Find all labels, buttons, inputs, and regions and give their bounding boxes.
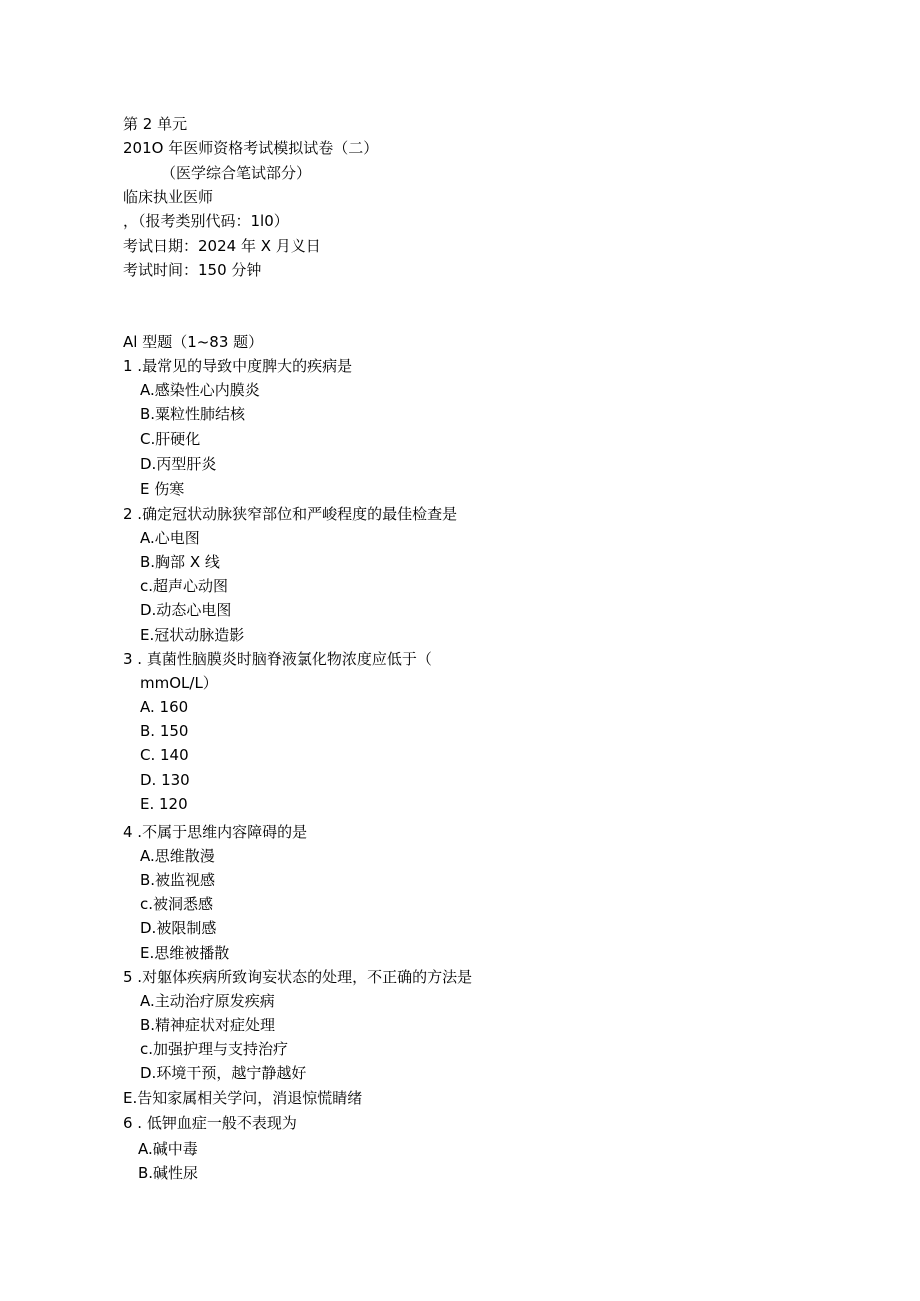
question-option: E.告知家属相关学问，消退惊慌睛绪 [123,1089,363,1107]
question-option: c.加强护理与支持治疗 [140,1040,289,1058]
question-stem: 2 .确定冠状动脉狭窄部位和严峻程度的最佳检查是 [123,505,458,523]
question-option: A.感染性心内膜炎 [140,381,260,399]
unit-label: 第 2 单元 [123,115,188,133]
question-option: D.动态心电图 [140,601,232,619]
question-option: B.精神症状对症处理 [140,1016,276,1034]
question-option: D.被限制感 [140,919,217,937]
exam-time: 考试时间：150 分钟 [123,261,262,279]
question-option: c.超声心动图 [140,577,229,595]
question-option: E.冠状动脉造影 [140,626,245,644]
question-option: D.环境干预，越宁静越好 [140,1064,307,1082]
question-option: D. 130 [140,771,190,789]
question-option: A.思维散漫 [140,847,215,865]
question-stem: 4 .不属于思维内容障碍的是 [123,823,308,841]
question-option: E 伤寒 [140,480,185,498]
question-option: A. 160 [140,698,189,716]
exam-date: 考试日期：2024 年 X 月义日 [123,237,321,255]
section-title: Al 型题（1~83 题） [123,333,264,351]
question-option: C. 140 [140,746,189,764]
question-option: B. 150 [140,722,189,740]
question-stem: 3 . 真菌性脑膜炎时脑脊液氯化物浓度应低于（ [123,650,432,668]
question-option: A.碱中毒 [138,1140,198,1158]
exam-code: ，（报考类别代码：1l0） [123,212,289,230]
question-option: B.被监视感 [140,871,216,889]
question-option: B.碱性尿 [138,1164,199,1182]
question-option: E.思维被播散 [140,944,230,962]
question-option: B.胸部 X 线 [140,553,220,571]
question-option: A.心电图 [140,529,200,547]
question-stem: 5 .对躯体疾病所致询妄状态的处理，不正确的方法是 [123,968,473,986]
exam-title: 201O 年医师资格考试模拟试卷（二） [123,139,379,157]
question-option: C.肝硬化 [140,430,201,448]
question-stem: 6 . 低钾血症一般不表现为 [123,1114,297,1132]
question-option: B.粟粒性肺结核 [140,405,246,423]
exam-subtitle: （医学综合笔试部分） [161,164,312,182]
question-option: A.主动治疗原发疾病 [140,992,275,1010]
exam-category: 临床执业医师 [123,188,214,206]
question-stem-continued: mmOL/L） [140,674,218,692]
question-stem: 1 .最常见的导致中度脾大的疾病是 [123,357,353,375]
question-option: D.丙型肝炎 [140,455,217,473]
question-option: E. 120 [140,795,188,813]
question-option: c.被洞悉感 [140,895,214,913]
